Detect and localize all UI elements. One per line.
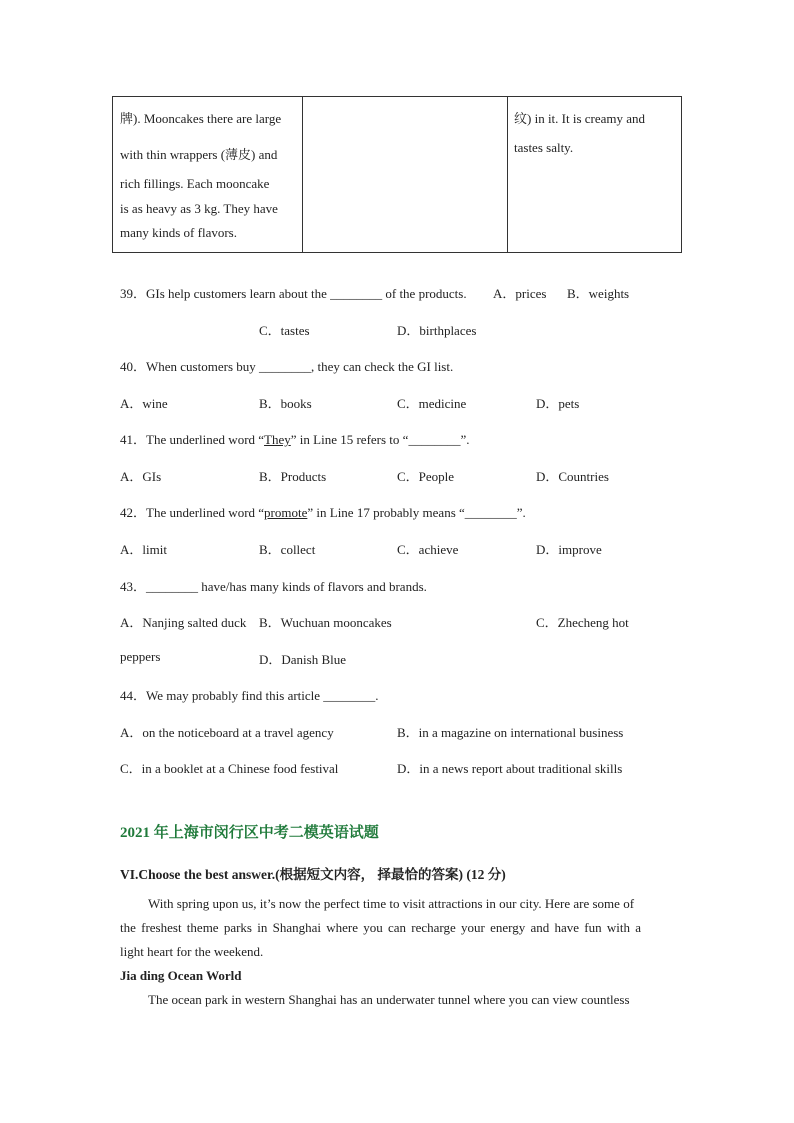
subheading-ocean-world: Jia ding Ocean World <box>120 968 242 983</box>
option-40-a[interactable]: A．wine <box>120 396 168 411</box>
part-title: VI.Choose the best answer.(根据短文内容， 择最恰的答案) (12 分) <box>120 867 506 882</box>
table-cell-cheese <box>507 97 681 252</box>
table-cell-mooncakes <box>113 97 303 252</box>
cell-line: with thin wrappers (薄皮) and <box>120 147 278 162</box>
question-39-stem: 39．GIs help customers learn about the ________ of the products. <box>120 286 467 301</box>
option-41-d[interactable]: D．Countries <box>536 469 609 484</box>
cell-line: is as heavy as 3 kg. They have <box>120 201 278 216</box>
underlined-word: promote <box>264 505 308 520</box>
option-43-c[interactable]: C．Zhecheng hot <box>536 615 629 630</box>
option-39-a[interactable]: A．prices <box>493 286 547 301</box>
stem-text: ” in Line 17 probably means “________”. <box>307 505 526 520</box>
option-42-a[interactable]: A．limit <box>120 542 167 557</box>
option-40-c[interactable]: C．medicine <box>397 396 467 411</box>
cell-line: tastes salty. <box>514 140 574 155</box>
stem-text: 41．The underlined word “ <box>120 432 265 447</box>
option-42-b[interactable]: B．collect <box>259 542 316 557</box>
cell-line: 牌). Mooncakes there are large <box>120 111 282 126</box>
option-40-d[interactable]: D．pets <box>536 396 580 411</box>
body-line: The ocean park in western Shanghai has an underwater tunnel where you can view countless <box>148 992 630 1007</box>
stem-text: ” in Line 15 refers to “________”. <box>290 432 470 447</box>
intro-line: light heart for the weekend. <box>120 944 264 959</box>
option-41-b[interactable]: B．Products <box>259 469 327 484</box>
stem-text: 42．The underlined word “ <box>120 505 265 520</box>
info-table <box>112 96 682 253</box>
intro-line: With spring upon us, it’s now the perfect time to visit attractions in our city. Here are some of <box>148 896 635 911</box>
section-heading <box>120 821 379 842</box>
heading-year: 2021 <box>120 825 150 841</box>
option-44-b[interactable]: B．in a magazine on international business <box>397 725 624 740</box>
option-43-b[interactable]: B．Wuchuan mooncakes <box>259 615 392 630</box>
cell-line: rich fillings. Each mooncake <box>120 176 270 191</box>
cell-line: many kinds of flavors. <box>120 225 237 240</box>
question-42-stem <box>120 502 526 521</box>
option-39-d[interactable]: D．birthplaces <box>397 323 477 338</box>
option-40-b[interactable]: B．books <box>259 396 312 411</box>
option-41-a[interactable]: A．GIs <box>120 469 162 484</box>
option-42-d[interactable]: D．improve <box>536 542 602 557</box>
question-40-stem: 40．When customers buy ________, they can check the GI list. <box>120 359 454 374</box>
option-39-b[interactable]: B．weights <box>567 286 630 301</box>
question-43-stem: 43．________ have/has many kinds of flavors and brands. <box>120 579 427 594</box>
question-41-stem <box>120 429 469 448</box>
option-43-a[interactable]: A．Nanjing salted duck <box>120 615 247 630</box>
option-44-a[interactable]: A．on the noticeboard at a travel agency <box>120 725 334 740</box>
intro-line: the freshest theme parks in Shanghai where you can recharge your energy and have fun with a <box>120 920 642 935</box>
option-39-c[interactable]: C．tastes <box>259 323 310 338</box>
option-42-c[interactable]: C．achieve <box>397 542 459 557</box>
table-cell-empty <box>302 97 508 252</box>
option-44-d[interactable]: D．in a news report about traditional skills <box>397 761 623 776</box>
option-43-c-continued: peppers <box>120 649 161 664</box>
option-41-c[interactable]: C．People <box>397 469 455 484</box>
underlined-word: They <box>264 432 291 447</box>
option-43-d[interactable]: D．Danish Blue <box>259 652 347 667</box>
heading-text: 年上海市闵行区中考二模英语试题 <box>150 825 379 841</box>
question-44-stem: 44．We may probably find this article ________. <box>120 688 379 703</box>
option-44-c[interactable]: C．in a booklet at a Chinese food festival <box>120 761 339 776</box>
cell-line: 纹) in it. It is creamy and <box>514 111 646 126</box>
